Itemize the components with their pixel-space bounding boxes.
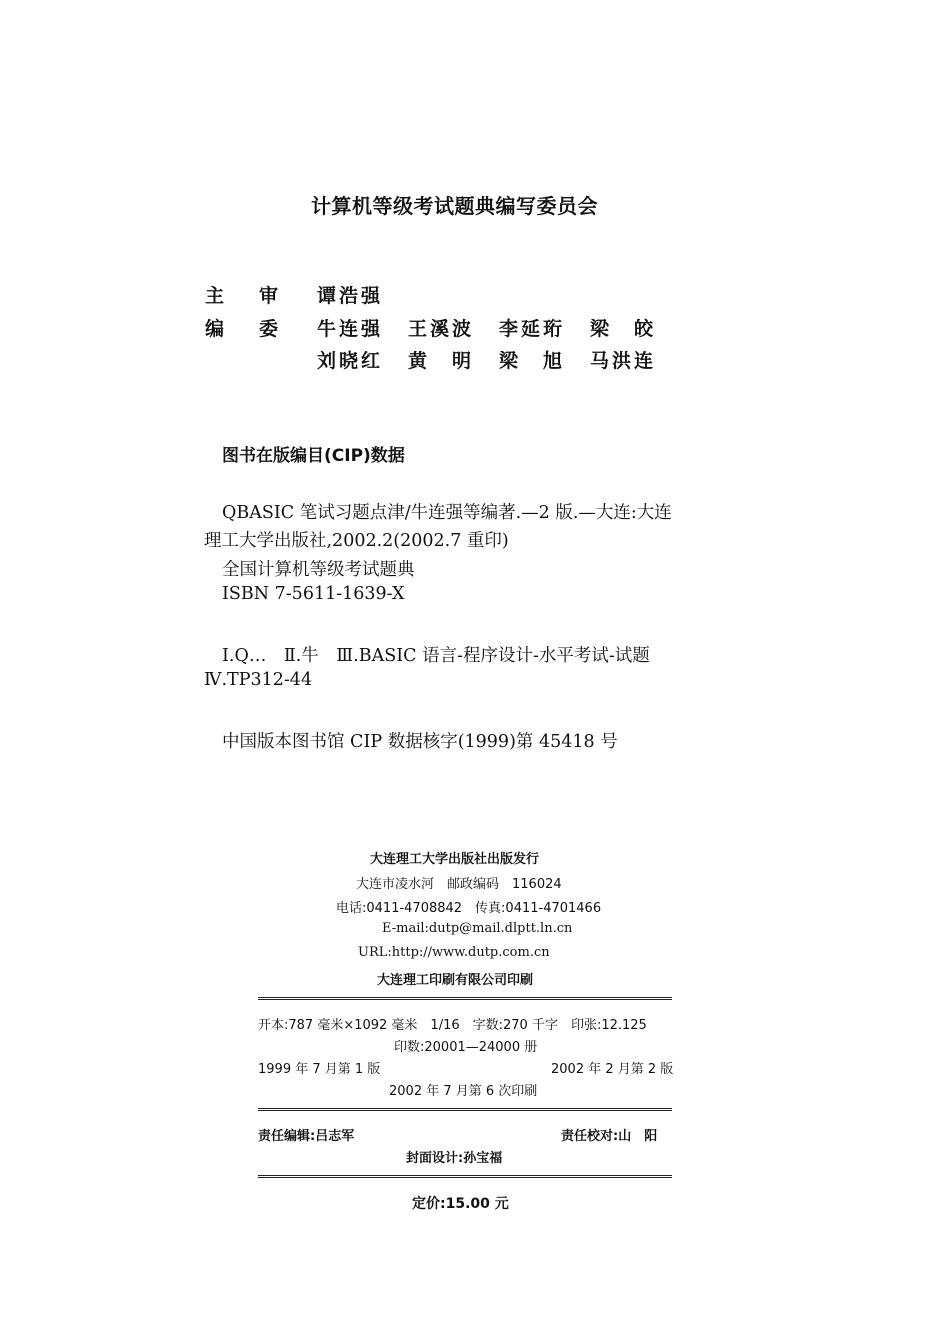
editor-name: 马洪连: [590, 350, 657, 372]
divider: [258, 1108, 672, 1111]
divider: [258, 997, 672, 1000]
editor-name: 王溪波: [408, 318, 475, 340]
editor-name: 刘晓红: [317, 350, 384, 372]
cip-line: ISBN 7-5611-1639-X: [222, 584, 405, 604]
cip-heading: 图书在版编目(CIP)数据: [222, 446, 405, 466]
edition-first: 1999 年 7 月第 1 版: [258, 1062, 381, 1077]
responsible-editor: 责任编辑:吕志军: [258, 1129, 355, 1144]
cip-line: 中国版本图书馆 CIP 数据核字(1999)第 45418 号: [222, 732, 618, 752]
publisher-url: URL:http://www.dutp.com.cn: [358, 945, 550, 960]
cip-line: Ⅳ.TP312-44: [204, 670, 313, 690]
chief-name: 谭浩强: [317, 285, 384, 307]
spec-print-run: 印数:20001—24000 册: [394, 1040, 538, 1055]
editor-name: 梁 皎: [590, 318, 657, 340]
editor-name: 梁 旭: [499, 350, 566, 372]
editor-name: 牛连强: [317, 318, 384, 340]
cover-designer: 封面设计:孙宝福: [406, 1151, 503, 1166]
cip-line: 全国计算机等级考试题典: [222, 560, 415, 580]
editor-name: 李延珩: [499, 318, 566, 340]
divider: [258, 1175, 672, 1178]
committee-title: 计算机等级考试题典编写委员会: [311, 194, 598, 218]
price: 定价:15.00 元: [412, 1196, 509, 1212]
reprint-info: 2002 年 7 月第 6 次印刷: [389, 1084, 538, 1099]
publisher-name: 大连理工大学出版社出版发行: [370, 852, 540, 867]
cip-line: QBASIC 笔试习题点津/牛连强等编著.—2 版.—大连:大连: [222, 503, 672, 523]
edition-second: 2002 年 2 月第 2 版: [551, 1062, 674, 1077]
proofreader: 责任校对:山 阳: [561, 1129, 658, 1144]
publisher-email: E-mail:dutp@mail.dlptt.ln.cn: [382, 921, 573, 936]
printer-name: 大连理工印刷有限公司印刷: [377, 973, 534, 988]
editors-label: 编 委: [205, 318, 287, 340]
cip-line: Ⅰ.Q… Ⅱ.牛 Ⅲ.BASIC 语言-程序设计-水平考试-试题: [222, 646, 650, 666]
cip-line: 理工大学出版社,2002.2(2002.7 重印): [204, 531, 509, 551]
editor-name: 黄 明: [408, 350, 475, 372]
spec-format: 开本:787 毫米×1092 毫米 1/16 字数:270 千字 印张:12.125: [258, 1018, 647, 1033]
chief-label: 主 审: [205, 285, 287, 307]
publisher-address: 大连市凌水河 邮政编码 116024: [356, 877, 562, 892]
publisher-phone: 电话:0411-4708842 传真:0411-4701466: [336, 901, 602, 916]
